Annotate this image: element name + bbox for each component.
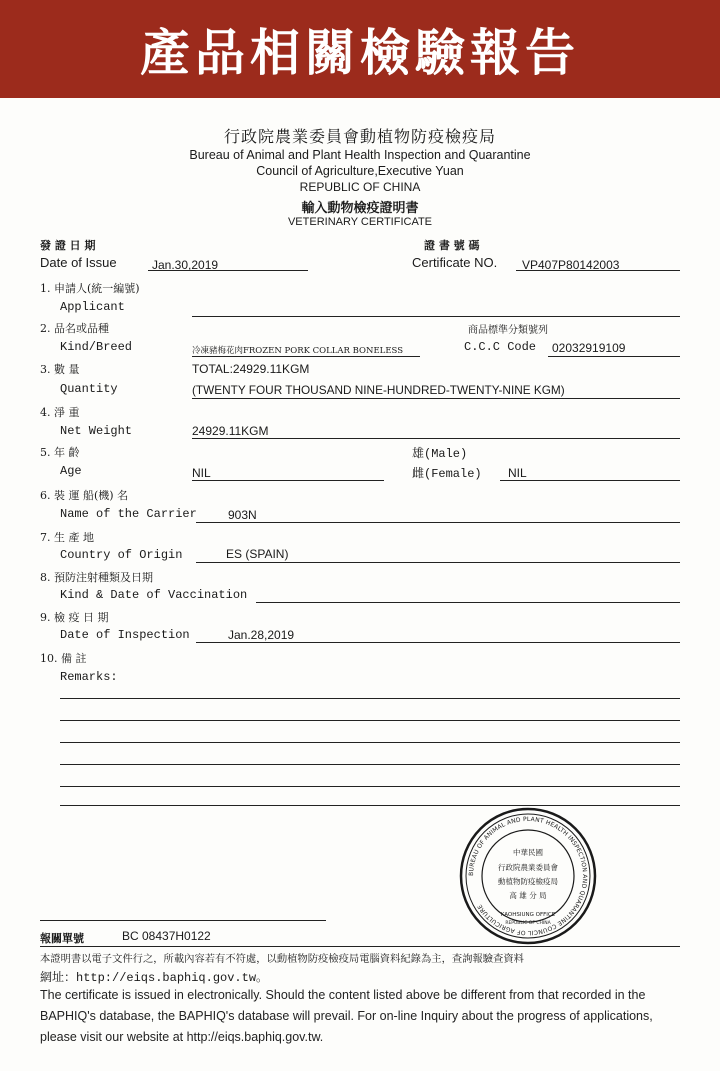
seal-bottom-text: KAOHSIUNG OFFICE	[500, 912, 556, 918]
doc-title-zh: 輸入動物檢疫證明書	[301, 201, 419, 216]
certificate-label-en: Certificate NO.	[412, 255, 498, 270]
age-underline	[192, 480, 384, 481]
certificate-underline	[516, 270, 680, 271]
issue-label-zh: 發 證 日 期	[40, 239, 96, 252]
inspection-label-en: Date of Inspection	[60, 628, 190, 642]
agency-zh: 行政院農業委員會動植物防疫檢疫局	[223, 127, 496, 146]
carrier-label-zh: 6. 裝 運 船(機) 名	[40, 489, 129, 502]
net-weight-label-zh: 4. 淨 重	[40, 406, 80, 419]
inspection-underline	[196, 642, 680, 643]
ccc-underline	[548, 356, 680, 357]
remarks-line	[60, 786, 680, 787]
inspection-value: Jan.28,2019	[228, 628, 295, 642]
issue-value: Jan.30,2019	[152, 258, 219, 272]
seal-line-2: 行政院農業委員會	[498, 863, 558, 872]
report-top-line	[40, 920, 326, 921]
ccc-label-en: C.C.C Code	[464, 340, 537, 354]
remarks-label-zh: 10. 備 註	[40, 652, 87, 665]
inspection-label-zh: 9. 檢 疫 日 期	[40, 611, 109, 624]
seal-bottom-text-2: REPUBLIC OF CHINA	[505, 921, 551, 926]
agency-en: Bureau of Animal and Plant Health Inspection and Quarantine	[189, 148, 531, 162]
kind-value: 冷凍豬梅花肉FROZEN PORK COLLAR BONELESS	[192, 346, 404, 356]
seal-line-1: 中華民國	[513, 848, 543, 857]
seal-inner-ring	[482, 830, 574, 922]
applicant-underline	[192, 316, 680, 317]
report-bottom-line	[40, 946, 680, 947]
ccc-value: 02032919109	[552, 341, 626, 355]
age-value: NIL	[192, 466, 211, 480]
vaccination-label-zh: 8. 預防注射種類及日期	[40, 571, 153, 584]
kind-label-zh: 2. 品名或品種	[40, 322, 109, 335]
remarks-label-en: Remarks:	[60, 670, 118, 684]
certificate-value: VP407P80142003	[522, 258, 620, 272]
official-seal	[458, 806, 598, 946]
remarks-line	[60, 698, 680, 699]
country-en: REPUBLIC OF CHINA	[299, 180, 421, 194]
remarks-line	[60, 742, 680, 743]
age-label-zh: 5. 年 齡	[40, 446, 80, 459]
remarks-line	[60, 720, 680, 721]
applicant-label-en: Applicant	[60, 300, 125, 314]
origin-label-en: Country of Origin	[60, 548, 183, 562]
quantity-underline	[192, 398, 680, 399]
quantity-total: TOTAL:24929.11KGM	[192, 362, 310, 376]
net-weight-value: 24929.11KGM	[192, 424, 269, 438]
footer-notice-zh-2: 網址：http://eiqs.baphiq.gov.tw。	[40, 971, 269, 985]
certificate-label-zh: 證 書 號 碼	[424, 239, 480, 252]
report-no-label: 報關單號	[40, 932, 84, 945]
quantity-words: (TWENTY FOUR THOUSAND NINE-HUNDRED-TWENTY-NINE KGM)	[192, 383, 565, 397]
doc-title-en: VETERINARY CERTIFICATE	[287, 216, 433, 228]
seal-ring-text: BUREAU OF ANIMAL AND PLANT HEALTH INSPECTION AND QUARANTINE COUNCIL OF AGRICULTURE	[467, 815, 589, 937]
female-label: 雌(Female)	[412, 467, 482, 481]
sex-underline	[500, 480, 680, 481]
remarks-line	[60, 764, 680, 765]
seal-line-4: 高 雄 分 局	[509, 891, 547, 900]
footer-notice-en: The certificate is issued in electronically. Should the content listed above be different from that recorded in the BAPHIQ's database, the BAPHIQ's database will prevail. For on-line Inquiry about the progress of applications, please visit our website at http://eiqs.baphiq.gov.tw.	[40, 988, 653, 1044]
carrier-underline	[196, 522, 680, 523]
vaccination-label-en: Kind & Date of Vaccination	[60, 588, 248, 602]
banner-title: 產品相關檢驗報告	[140, 24, 580, 82]
vaccination-underline	[256, 602, 680, 603]
seal-ring	[466, 814, 590, 938]
origin-label-zh: 7. 生 產 地	[40, 531, 94, 544]
origin-underline	[196, 562, 680, 563]
age-label-en: Age	[60, 464, 82, 478]
title-banner	[0, 0, 720, 98]
issue-label-en: Date of Issue	[40, 255, 117, 270]
ccc-label-zh: 商品標準分類號列	[468, 325, 548, 336]
issue-underline	[148, 270, 308, 271]
report-no-value: BC 08437H0122	[122, 929, 211, 943]
kind-underline	[192, 356, 420, 357]
net-weight-underline	[192, 438, 680, 439]
quantity-label-en: Quantity	[60, 382, 118, 396]
carrier-value: 903N	[228, 508, 257, 522]
council-en: Council of Agriculture,Executive Yuan	[256, 164, 464, 178]
kind-label-en: Kind/Breed	[60, 340, 133, 354]
applicant-label-zh: 1. 申請人(統一編號)	[40, 282, 140, 295]
quantity-label-zh: 3. 數 量	[40, 363, 80, 376]
net-weight-label-en: Net Weight	[60, 424, 133, 438]
origin-value: ES (SPAIN)	[226, 547, 289, 561]
seal-line-3: 動植物防疫檢疫局	[498, 877, 558, 886]
footer-notice-zh-1: 本證明書以電子文件行之，所載內容若有不符處，以動植物防疫檢疫局電腦資料紀錄為主，查詢報驗查資料	[40, 953, 524, 965]
sex-value: NIL	[508, 466, 527, 480]
male-label: 雄(Male)	[412, 447, 468, 461]
carrier-label-en: Name of the Carrier	[60, 507, 197, 521]
